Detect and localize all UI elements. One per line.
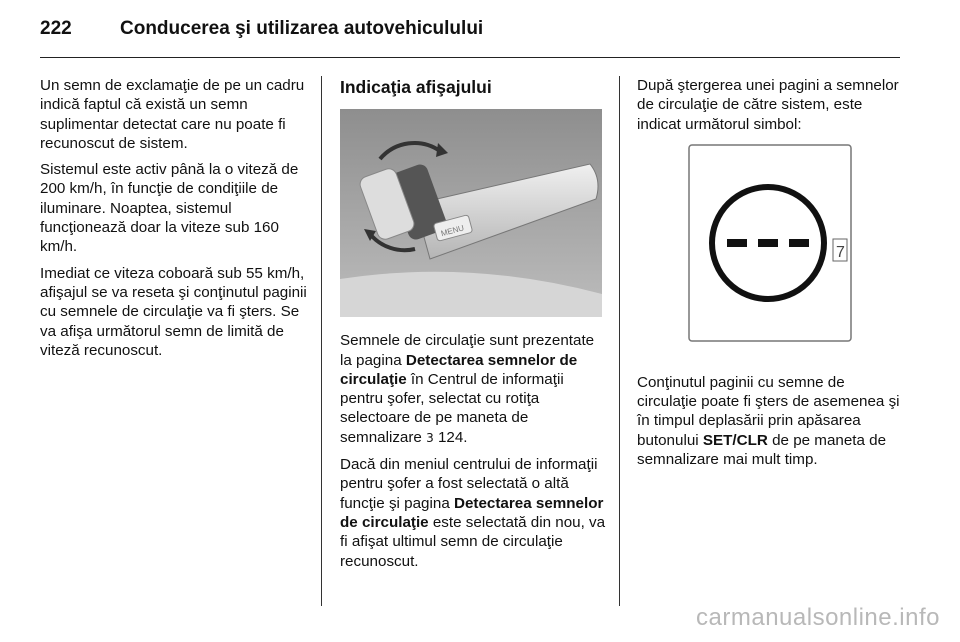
- column-divider: [321, 76, 322, 606]
- figure-number: 7: [836, 243, 845, 261]
- watermark: carmanualsonline.info: [696, 604, 940, 631]
- paragraph: După ştergerea unei pagini a semnelor de circulaţie de către sistem, este indicat următorul simbol:: [637, 77, 899, 133]
- menu-button-label: MENU: [439, 223, 466, 239]
- column-right: [637, 76, 905, 476]
- paragraph: Un semn de exclamaţie de pe un cadru indică faptul că există un semn suplimentar detectat care nu poate fi recunoscut de sistem.: [40, 77, 305, 152]
- cleared-sign-symbol-illustration: [637, 141, 899, 359]
- paragraph: Conţinutul paginii cu semne de circulaţie poate fi şters de asemenea şi în timpul deplasării prin apăsarea butonului SET/CLR de pe maneta de semnalizare mai mult timp.: [637, 373, 900, 469]
- section-heading: Indicaţia afişajului: [340, 77, 492, 97]
- page-title: Conducerea şi utilizarea autovehiculului: [120, 18, 484, 39]
- column-divider: [619, 76, 620, 606]
- page-ref-arrow-icon: 3: [426, 430, 434, 445]
- paragraph: Dacă din meniul centrului de informaţii pentru şofer a fost selectată o altă funcţie şi pagina Detectarea semnelor de circulaţie este selectată din nou, va fi afişat ultimul semn de circulaţie recunoscut.: [340, 456, 606, 570]
- turn-signal-lever-illustration: [340, 109, 602, 317]
- paragraph: Imediat ce viteza coboară sub 55 km/h, afişajul se va reseta şi conţinutul paginii cu semnele de circulaţie va fi şters. Se va afişa următorul semn de limită de viteză recunoscut.: [40, 264, 307, 359]
- page-header: [40, 18, 483, 40]
- paragraph: Semnele de circulaţie sunt prezentate la pagina Detectarea semnelor de circulaţie în Centrul de informaţii pentru şofer, selectat cu rotiţa selectoare de pe maneta de semnalizare 3 124.: [340, 332, 595, 446]
- column-middle: [340, 76, 608, 578]
- header-rule: [40, 57, 900, 58]
- page-number: 222: [40, 18, 72, 39]
- paragraph: Sistemul este activ până la o viteză de 200 km/h, în funcţie de condiţiile de iluminare. Noaptea, sistemul funcţionează doar la viteze sub 160 km/h.: [40, 161, 299, 256]
- column-left: [40, 76, 308, 367]
